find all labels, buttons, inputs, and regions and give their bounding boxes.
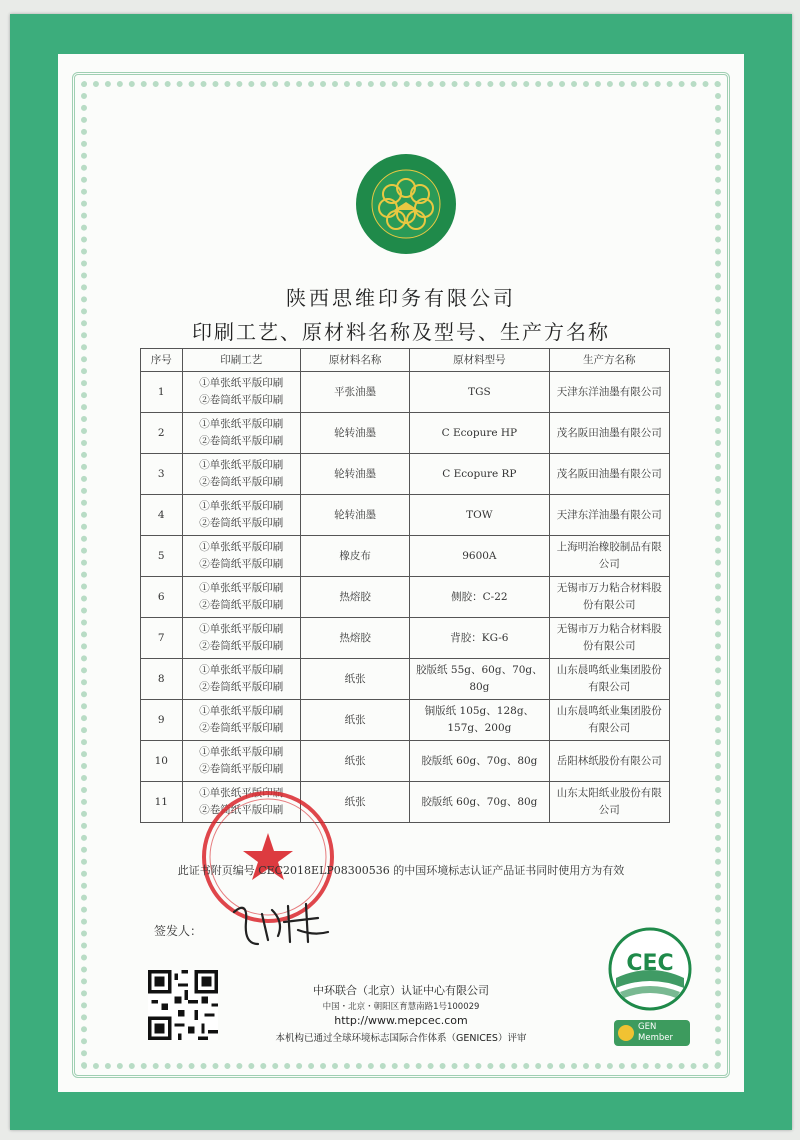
issuer-website-link[interactable]: http://www.mepcec.com bbox=[334, 1014, 468, 1027]
row-process-text: ①单张纸平版印刷 bbox=[199, 377, 284, 389]
row-number-text: 8 bbox=[157, 672, 165, 685]
row-model bbox=[410, 577, 549, 618]
table-row bbox=[141, 454, 670, 495]
row-number-text: 1 bbox=[157, 385, 165, 398]
table-row bbox=[141, 495, 670, 536]
row-supplier bbox=[549, 659, 669, 700]
row-number-text: 11 bbox=[154, 795, 168, 808]
row-supplier bbox=[549, 618, 669, 659]
row-material bbox=[301, 495, 410, 536]
row-supplier-text: 山东晨鸣纸业集团股份 bbox=[556, 664, 662, 676]
row-number-text: 5 bbox=[157, 549, 165, 562]
row-supplier-text: 山东晨鸣纸业集团股份 bbox=[556, 705, 662, 717]
row-process-text: ①单张纸平版印刷 bbox=[199, 459, 284, 471]
row-process-text: ①单张纸平版印刷 bbox=[199, 582, 284, 594]
row-process-text: ①单张纸平版印刷 bbox=[199, 418, 284, 430]
table-row bbox=[141, 372, 670, 413]
row-number-text: 6 bbox=[157, 590, 165, 603]
cec-logo-text: CEC bbox=[626, 951, 674, 976]
row-model-text: 胶版纸 60g、70g、80g bbox=[421, 754, 538, 767]
row-process-text: ②卷筒纸平版印刷 bbox=[199, 476, 284, 488]
row-supplier-text: 份有限公司 bbox=[583, 640, 636, 652]
row-supplier-text: 有限公司 bbox=[588, 722, 631, 734]
row-model-text: 胶版纸 60g、70g、80g bbox=[421, 795, 538, 808]
row-number-text: 3 bbox=[157, 467, 165, 480]
table-row bbox=[141, 700, 670, 741]
row-process-text: ②卷筒纸平版印刷 bbox=[199, 640, 284, 652]
row-model-text: C Ecopure RP bbox=[442, 467, 517, 480]
row-number bbox=[141, 700, 183, 741]
row-number-text: 10 bbox=[154, 754, 168, 767]
row-number-text: 9 bbox=[157, 713, 165, 726]
row-supplier-text: 有限公司 bbox=[588, 681, 631, 693]
row-material-text: 热熔胶 bbox=[339, 590, 371, 603]
row-model bbox=[410, 782, 549, 823]
certificate-outer-frame bbox=[10, 14, 792, 1130]
row-model-text: 背胶：KG-6 bbox=[450, 631, 509, 644]
signer-label: 签发人： bbox=[154, 924, 203, 938]
table-row bbox=[141, 741, 670, 782]
gen-member-badge bbox=[614, 1020, 690, 1046]
row-material-text: 纸张 bbox=[344, 795, 366, 808]
header-no: 序号 bbox=[141, 349, 183, 372]
row-material bbox=[301, 413, 410, 454]
row-model bbox=[410, 372, 549, 413]
table-row bbox=[141, 577, 670, 618]
row-material bbox=[301, 372, 410, 413]
row-model-text: 80g bbox=[469, 681, 490, 693]
row-process-text: ①单张纸平版印刷 bbox=[199, 664, 284, 676]
row-supplier bbox=[549, 372, 669, 413]
row-process-text: ②卷筒纸平版印刷 bbox=[199, 435, 284, 447]
row-model bbox=[410, 700, 549, 741]
row-material-text: 纸张 bbox=[344, 754, 366, 767]
row-process bbox=[182, 454, 301, 495]
row-supplier-text: 公司 bbox=[598, 558, 620, 570]
china-environmental-labelling-emblem bbox=[354, 152, 458, 256]
issuer-address: 中国・北京・朝阳区育慧南路1号100029 bbox=[322, 1002, 480, 1012]
row-material-text: 橡皮布 bbox=[339, 549, 371, 562]
company-name: 陕西思维印务有限公司 bbox=[286, 286, 516, 310]
row-process bbox=[182, 372, 301, 413]
row-process bbox=[182, 413, 301, 454]
row-model-text: TOW bbox=[466, 508, 493, 521]
row-number bbox=[141, 413, 183, 454]
row-process-text: ②卷筒纸平版印刷 bbox=[199, 722, 284, 734]
row-process bbox=[182, 577, 301, 618]
row-supplier bbox=[549, 454, 669, 495]
row-material bbox=[301, 536, 410, 577]
row-process-text: ①单张纸平版印刷 bbox=[199, 541, 284, 553]
row-model bbox=[410, 536, 549, 577]
row-number bbox=[141, 782, 183, 823]
row-model-text: 胶版纸 55g、60g、70g、 bbox=[416, 664, 543, 676]
row-supplier-text: 无锡市万力粘合材料股 bbox=[556, 582, 662, 594]
row-model bbox=[410, 413, 549, 454]
row-material-text: 平张油墨 bbox=[334, 385, 377, 398]
row-supplier-text: 茂名阪田油墨有限公司 bbox=[556, 426, 662, 439]
row-process bbox=[182, 536, 301, 577]
header-model: 原材料型号 bbox=[410, 349, 549, 372]
row-number bbox=[141, 618, 183, 659]
row-supplier-text: 上海明治橡胶制品有限 bbox=[556, 541, 662, 553]
row-material bbox=[301, 454, 410, 495]
genices-statement: 本机构已通过全球环境标志国际合作体系（GENICES）评审 bbox=[275, 1033, 527, 1044]
header-supplier: 生产方名称 bbox=[549, 349, 669, 372]
row-process bbox=[182, 618, 301, 659]
row-number bbox=[141, 372, 183, 413]
table-row bbox=[141, 413, 670, 454]
row-process-text: ①单张纸平版印刷 bbox=[199, 500, 284, 512]
row-process-text: ②卷筒纸平版印刷 bbox=[199, 558, 284, 570]
row-model bbox=[410, 454, 549, 495]
row-number bbox=[141, 659, 183, 700]
row-material bbox=[301, 577, 410, 618]
row-material-text: 轮转油墨 bbox=[334, 467, 377, 480]
row-model-text: 侧胶：C-22 bbox=[451, 590, 508, 603]
row-supplier bbox=[549, 782, 669, 823]
row-process-text: ②卷筒纸平版印刷 bbox=[199, 804, 284, 816]
row-number-text: 4 bbox=[157, 508, 165, 521]
row-supplier bbox=[549, 536, 669, 577]
row-supplier-text: 岳阳林纸股份有限公司 bbox=[556, 754, 662, 767]
row-process-text: ②卷筒纸平版印刷 bbox=[199, 681, 284, 693]
row-supplier bbox=[549, 413, 669, 454]
header-process: 印刷工艺 bbox=[182, 349, 301, 372]
row-number bbox=[141, 495, 183, 536]
table-row bbox=[141, 659, 670, 700]
row-material bbox=[301, 618, 410, 659]
row-number-text: 2 bbox=[157, 426, 165, 439]
row-material-text: 轮转油墨 bbox=[334, 426, 377, 439]
row-supplier-text: 茂名阪田油墨有限公司 bbox=[556, 467, 662, 480]
row-model-text: C Ecopure HP bbox=[441, 426, 518, 439]
row-process-text: ②卷筒纸平版印刷 bbox=[199, 394, 284, 406]
row-model-text: 9600A bbox=[462, 549, 497, 562]
certificate-note: 此证书附页编号 CEC2018ELP08300536 的中国环境标志认证产品证书同时使用方为有效 bbox=[177, 864, 625, 877]
row-material-text: 热熔胶 bbox=[339, 631, 371, 644]
row-model bbox=[410, 618, 549, 659]
row-material bbox=[301, 659, 410, 700]
row-process bbox=[182, 741, 301, 782]
certificate-subtitle: 印刷工艺、原材料名称及型号、生产方名称 bbox=[192, 320, 610, 344]
row-process-text: ①单张纸平版印刷 bbox=[199, 746, 284, 758]
table-row bbox=[141, 536, 670, 577]
row-supplier bbox=[549, 741, 669, 782]
row-material bbox=[301, 700, 410, 741]
row-supplier-text: 份有限公司 bbox=[583, 599, 636, 611]
row-process bbox=[182, 659, 301, 700]
row-process bbox=[182, 495, 301, 536]
gen-badge-line1: GEN bbox=[638, 1022, 657, 1032]
row-process-text: ②卷筒纸平版印刷 bbox=[199, 517, 284, 529]
row-process bbox=[182, 700, 301, 741]
row-supplier bbox=[549, 495, 669, 536]
row-supplier-text: 天津东洋油墨有限公司 bbox=[556, 508, 662, 521]
row-number bbox=[141, 454, 183, 495]
row-model-text: TGS bbox=[468, 385, 491, 398]
row-supplier-text: 公司 bbox=[598, 804, 620, 816]
table-row bbox=[141, 618, 670, 659]
row-model-text: 铜版纸 105g、128g、 bbox=[424, 705, 535, 717]
row-supplier-text: 天津东洋油墨有限公司 bbox=[556, 385, 662, 398]
row-material-text: 纸张 bbox=[344, 713, 366, 726]
gen-badge-line2: Member bbox=[638, 1033, 673, 1043]
gen-globe-icon bbox=[618, 1025, 634, 1041]
row-process-text: ①单张纸平版印刷 bbox=[199, 787, 284, 799]
row-material bbox=[301, 741, 410, 782]
row-number-text: 7 bbox=[157, 631, 165, 644]
row-model bbox=[410, 659, 549, 700]
row-model-text: 157g、200g bbox=[447, 722, 512, 734]
certificate-sheet bbox=[58, 54, 744, 1092]
row-supplier-text: 山东太阳纸业股份有限 bbox=[556, 787, 662, 799]
row-supplier bbox=[549, 700, 669, 741]
row-process-text: ②卷筒纸平版印刷 bbox=[199, 599, 284, 611]
table-header-row bbox=[141, 349, 670, 372]
materials-table bbox=[140, 348, 670, 823]
row-process-text: ①单张纸平版印刷 bbox=[199, 623, 284, 635]
row-model bbox=[410, 741, 549, 782]
row-number bbox=[141, 741, 183, 782]
row-process-text: ①单张纸平版印刷 bbox=[199, 705, 284, 717]
row-supplier bbox=[549, 577, 669, 618]
header-material: 原材料名称 bbox=[301, 349, 410, 372]
row-process-text: ②卷筒纸平版印刷 bbox=[199, 763, 284, 775]
handwritten-signature bbox=[228, 892, 338, 952]
row-number bbox=[141, 577, 183, 618]
row-material-text: 纸张 bbox=[344, 672, 366, 685]
row-material-text: 轮转油墨 bbox=[334, 508, 377, 521]
row-model bbox=[410, 495, 549, 536]
row-number bbox=[141, 536, 183, 577]
issuer-name: 中环联合（北京）认证中心有限公司 bbox=[313, 984, 489, 997]
cec-logo bbox=[608, 926, 692, 1012]
row-supplier-text: 无锡市万力粘合材料股 bbox=[556, 623, 662, 635]
